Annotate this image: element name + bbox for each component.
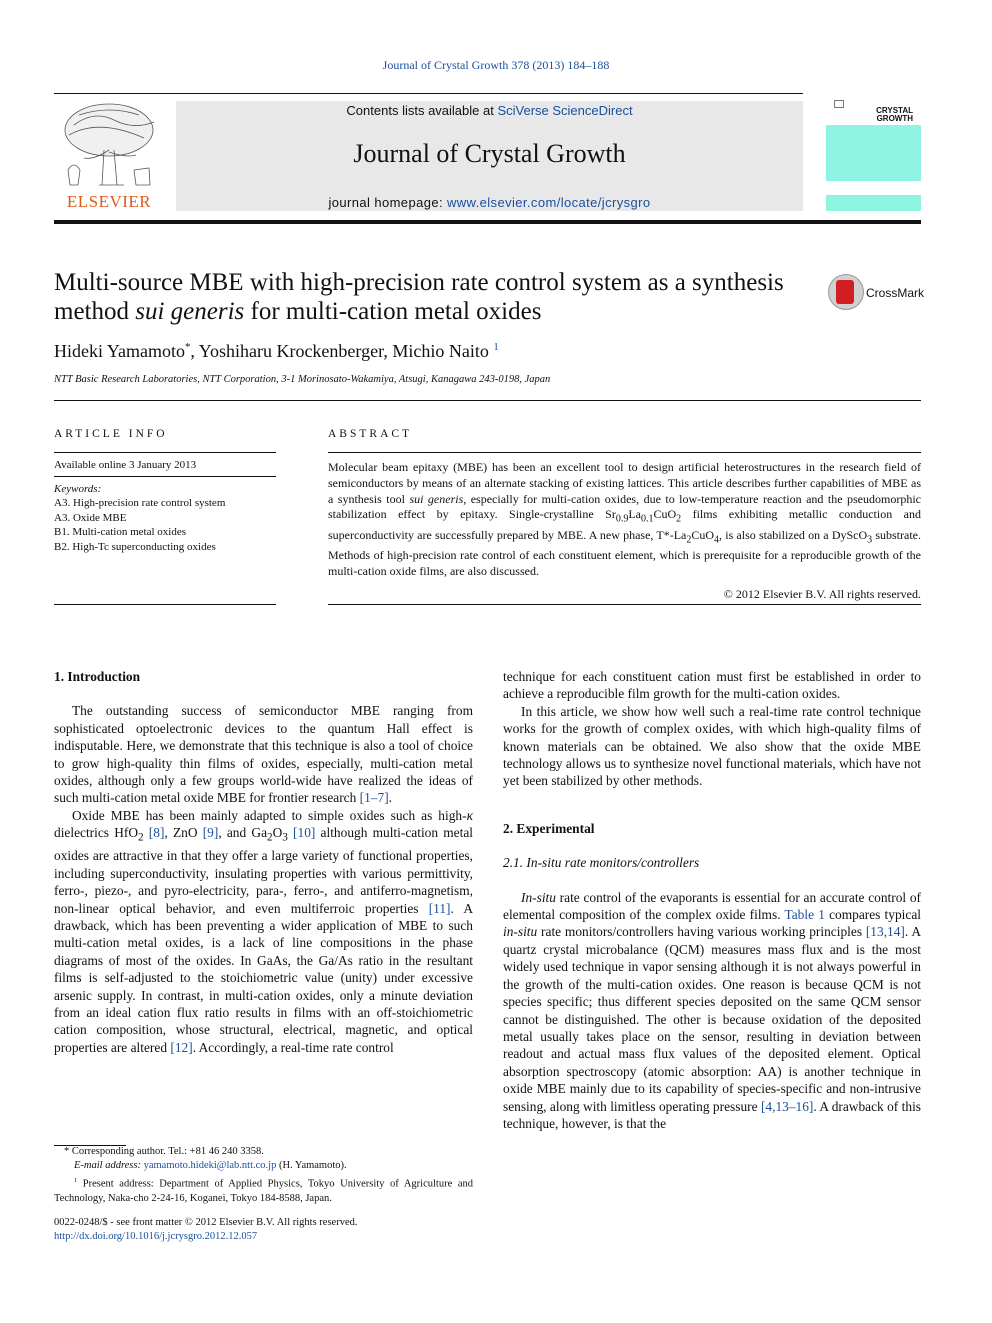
affiliation: NTT Basic Research Laboratories, NTT Corporation, 3-1 Morinosato-Wakamiya, Atsugi, Kanagawa 243-0198, Japan	[54, 374, 551, 385]
keywords-heading: Keywords:	[54, 483, 102, 495]
crossmark-badge[interactable]	[828, 274, 928, 310]
author-name[interactable]: Michio Naito	[392, 341, 489, 361]
footnotes	[54, 1145, 473, 1206]
author-name[interactable]: Yoshiharu Krockenberger	[198, 341, 384, 361]
footnote: * Corresponding author. Tel.: +81 46 240 3358.	[64, 1146, 264, 1157]
elsevier-logo	[54, 100, 164, 212]
section-heading: 1. Introduction	[54, 669, 141, 684]
paragraph: Oxide MBE has been mainly adapted to simple oxides such as high-κ dielectrics HfO$_2$ [8], ZnO [9], and $Ga_2O_3$ [10] although multi-cation metal oxides are attractive in that they offer a large variety of functional properties, including superconductivity, insulating properties with various permittivity, ferro-, piezo-, and pyro-electricity, para-, ferro-, and antiferro-magnetism, non-linear optical behavior, and even multiferroic properties [11]. A drawback, which has been preventing a wider application of MBE to such multi-cation metal oxides, is a lack of line compositions in the phase diagrams of most of the oxides. In GaAs, the Ga/As ratio in the resultant films is self-adjusted to the stoichiometric value (unity) under excessive arsenic supply. In contrast, in multi-cation oxides, only a minute deviation from an ideal cation flux ratio results in films with an off-stoichiometric cation composition, whose structural, electrical, magnetic, and optical properties are altered [12]. Accordingly, a real-time rate control	[54, 807, 473, 1055]
citation-link[interactable]: [8]	[148, 825, 165, 841]
affiliation-rule	[54, 400, 921, 401]
elsevier-wordmark: ELSEVIER	[66, 192, 152, 211]
issn-line: 0022-0248/$ - see front matter © 2012 Elsevier B.V. All rights reserved.	[54, 1217, 358, 1228]
body-column-left	[54, 668, 473, 1056]
citation-link[interactable]: [4,13–16]	[760, 1098, 814, 1114]
paragraph: technique for each constituent cation must first be established in order to achieve a reproducible film growth for the multi-cation oxides.	[503, 669, 921, 702]
divider	[54, 604, 276, 605]
copyright-notice: © 2012 Elsevier B.V. All rights reserved.	[723, 587, 921, 601]
homepage-line: journal homepage: www.elsevier.com/locate/jcrysgro	[328, 195, 651, 210]
cover-band-top	[826, 125, 921, 181]
journal-header-band	[176, 101, 803, 211]
header-thick-rule	[54, 220, 921, 224]
available-online: Available online 3 January 2013	[54, 459, 197, 471]
divider	[328, 604, 921, 605]
citation-link[interactable]: [13,14]	[865, 924, 905, 940]
abstract-heading: ABSTRACT	[328, 428, 413, 440]
divider	[328, 452, 921, 453]
doi-link[interactable]: http://dx.doi.org/10.1016/j.jcrysgro.2012.12.057	[54, 1231, 258, 1243]
journal-title: Journal of Crystal Growth	[353, 139, 626, 168]
citation-link[interactable]: [11]	[428, 900, 451, 916]
table-link[interactable]: Table 1	[784, 907, 825, 923]
author-name[interactable]: Hideki Yamamoto	[54, 341, 186, 361]
elsevier-tree-icon	[54, 100, 164, 190]
paragraph: In this article, we show how well such a real-time rate control technique works for the growth of complex oxides, with which high-quality films of known materials can be obtained. We also show that the oxide MBE technology allows us to synthesize novel functional materials, which have not yet been stabilized by other methods.	[503, 703, 921, 789]
author-list: Hideki Yamamoto*, Yoshiharu Krockenberger, Michio Naito $^1$	[54, 341, 499, 361]
divider	[54, 476, 276, 477]
footnote: $^1$ Present address: Department of Applied Physics, Tokyo University of Agriculture and Technology, Naka-cho 2-24-16, Koganei, Tokyo 184-8588, Japan.	[54, 1176, 473, 1204]
abstract-body: Molecular beam epitaxy (MBE) has been an excellent tool to design artificial heterostructures in the research field of semiconductors by means of an alternate stacking of existing lattices. This article describes further capabilities of MBE as a synthesis tool sui generis, especially for multi-cation oxides, due to low-temperature reaction and the pseudomorphic stabilization effect by epitaxy. Single-crystalline $Sr_{0.9}La_{0.1}CuO_2$ films exhibiting metallic conduction and superconductivity are successfully prepared by MBE. A new phase, $T*-La_2CuO_4$, is also stabilized on a DyScO$_3$ substrate. Methods of high-precision rate control of each constituent element, which is prerequisite for a reproducible growth of the multi-cation oxide films, are also discussed.	[328, 460, 922, 578]
journal-cover-thumbnail[interactable]	[826, 97, 921, 213]
citation-link[interactable]: [1–7]	[359, 790, 389, 806]
crossmark-icon	[828, 274, 864, 310]
keywords-list	[54, 482, 225, 554]
paragraph: The outstanding success of semiconductor MBE ranging from sophisticated optoelectronic devices to the quantum Hall effect is indisputable. Here, we demonstrate that this technique is also a tool of choice to grow high-quality thin films of oxides, especially, multi-cation metal oxides, although only a few groups world-wide have realized the ideas of such multi-cation metal oxide MBE for frontier research [1–7].	[54, 703, 473, 806]
article-info-heading: ARTICLE INFO	[54, 428, 168, 440]
sciencedirect-link[interactable]: SciVerse ScienceDirect	[497, 103, 633, 118]
footnote: E-mail address: yamamoto.hideki@lab.ntt.co.jp (H. Yamamoto).	[74, 1160, 347, 1172]
issn-doi-block	[54, 1216, 357, 1245]
keyword-item: A3. High-precision rate control system	[54, 497, 226, 510]
cover-title: CRYSTAL GROWTH	[876, 106, 913, 123]
citation-link[interactable]: [12]	[170, 1039, 193, 1055]
contents-line: Contents lists available at SciVerse ScienceDirect	[346, 103, 633, 118]
body-column-right	[503, 668, 921, 1132]
header-top-rule	[54, 93, 803, 94]
paragraph: In-situ rate control of the evaporants is essential for an accurate control of elemental composition of the complex oxide films. Table 1 compares typical in-situ rate monitors/controllers having various working principles [13,14]. A quartz crystal microbalance (QCM) measures mass flux and is the most widely used technique in vapor sensing although it is not always powerful in the growth of the multi-cation oxides. One reason is because QCM is not species specific; thus different species deposited on the same QCM sensor cannot be distinguished. The other is because oxidation of the deposited metal usually takes place on the sensor, resulting in deviation between readout and actual mass flux values of the deposited element. Optical absorption spectroscopy (atomic absorption: AA) is another technique in oxide MBE mainly due to its capability of species-specific and non-intrusive sensing, along with limitless operating pressure [4,13–16]. A drawback of this technique, however, is that the	[503, 889, 921, 1131]
keyword-item: B1. Multi-cation metal oxides	[54, 526, 186, 539]
article-title: Multi-source MBE with high-precision rate control system as a synthesis method sui generis for multi-cation metal oxides	[54, 269, 784, 325]
section-heading: 2. Experimental	[503, 820, 595, 836]
email-link[interactable]: yamamoto.hideki@lab.ntt.co.jp	[143, 1160, 277, 1172]
citation-link[interactable]: [9]	[202, 825, 219, 841]
subsection-heading: 2.1. In-situ rate monitors/controllers	[503, 855, 700, 871]
keyword-item: A3. Oxide MBE	[54, 511, 127, 524]
citation-link[interactable]: [10]	[293, 825, 316, 841]
cover-band-bottom	[826, 195, 921, 211]
divider	[54, 452, 276, 453]
keyword-item: B2. High-Tc superconducting oxides	[54, 540, 216, 553]
crossmark-label: CrossMark	[866, 286, 925, 300]
homepage-link[interactable]: www.elsevier.com/locate/jcrysgro	[446, 195, 651, 210]
cover-logo-icon	[834, 100, 844, 108]
journal-citation[interactable]: Journal of Crystal Growth 378 (2013) 184–188	[382, 58, 610, 72]
